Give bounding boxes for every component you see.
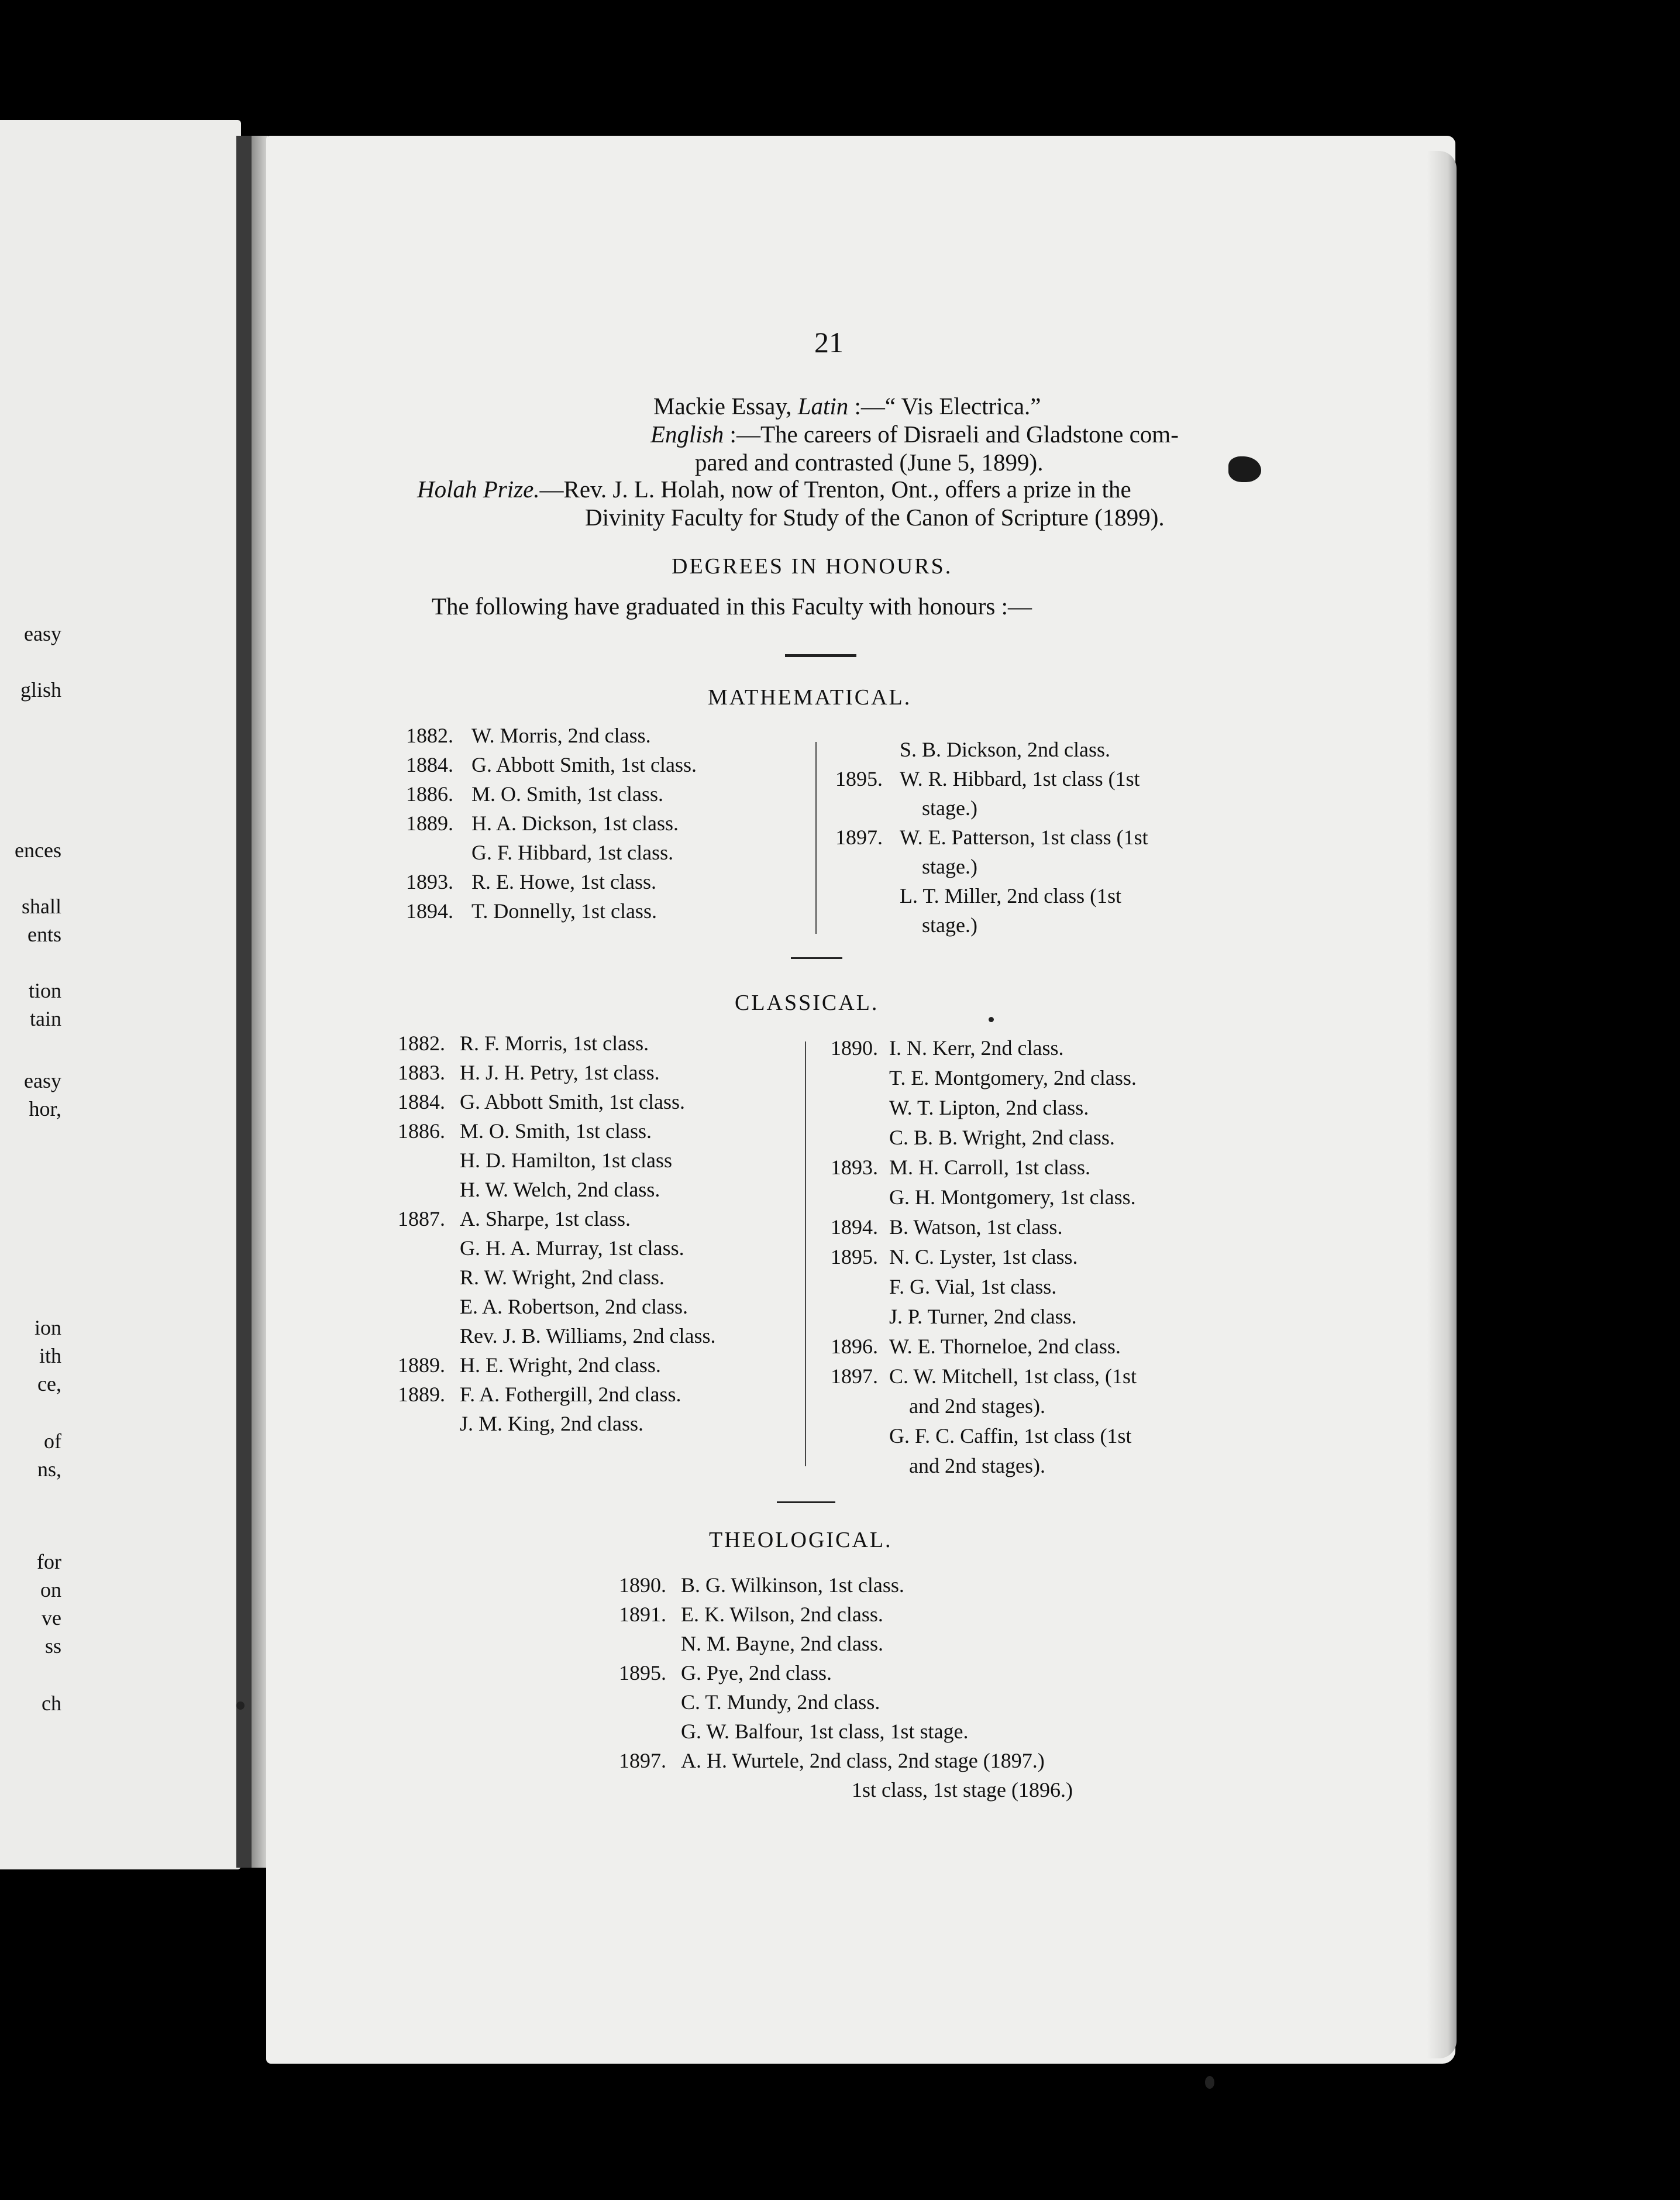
holah-prize-continued: Divinity Faculty for Study of the Canon of Scripture (1899). (585, 504, 1165, 531)
entry-name: G. H. A. Murray, 1st class. (460, 1236, 684, 1260)
entry-year: 1884. (398, 1090, 445, 1113)
book-spine (236, 136, 252, 1868)
left-page-word-fragment: ch (42, 1692, 61, 1715)
entry-name: C. W. Mitchell, 1st class, (1st (889, 1364, 1137, 1388)
section-rule (785, 654, 856, 657)
entry-year: 1883. (398, 1061, 445, 1084)
entry-name: H. E. Wright, 2nd class. (460, 1353, 661, 1377)
entry-name: H. W. Welch, 2nd class. (460, 1178, 660, 1201)
mathematical-heading: MATHEMATICAL. (708, 685, 912, 710)
entry-name: H. J. H. Petry, 1st class. (460, 1061, 660, 1084)
mackie-latin-label: Latin (797, 393, 849, 420)
entry-name: G. Abbott Smith, 1st class. (460, 1090, 686, 1113)
entry-name: stage.) (922, 796, 977, 820)
entry-name: B. G. Wilkinson, 1st class. (681, 1573, 904, 1597)
entry-name: W. E. Patterson, 1st class (1st (900, 826, 1148, 849)
entry-year: 1891. (619, 1603, 666, 1626)
entry-name: G. H. Montgomery, 1st class. (889, 1185, 1136, 1209)
entry-year: 1886. (406, 782, 453, 806)
left-page-word-fragment: ns, (37, 1458, 61, 1481)
entry-name: 1st class, 1st stage (1896.) (852, 1778, 1073, 1802)
entry-year: 1896. (831, 1335, 878, 1358)
entry-name: W. T. Lipton, 2nd class. (889, 1096, 1089, 1119)
entry-name: G. Pye, 2nd class. (681, 1661, 832, 1685)
entry-name: G. W. Balfour, 1st class, 1st stage. (681, 1720, 969, 1743)
entry-name: B. Watson, 1st class. (889, 1215, 1063, 1239)
entry-name: S. B. Dickson, 2nd class. (900, 738, 1110, 761)
entry-name: M. O. Smith, 1st class. (460, 1119, 652, 1143)
entry-year: 1887. (398, 1207, 445, 1230)
entry-year: 1894. (406, 899, 453, 923)
entry-year: 1890. (831, 1036, 878, 1060)
left-page-word-fragment: ss (44, 1634, 61, 1658)
entry-name: G. Abbott Smith, 1st class. (471, 753, 697, 776)
entry-year: 1882. (406, 724, 453, 747)
page-edge (1427, 151, 1457, 2058)
entry-year: 1886. (398, 1119, 445, 1143)
entry-name: A. Sharpe, 1st class. (460, 1207, 631, 1230)
entry-name: G. F. C. Caffin, 1st class (1st (889, 1424, 1132, 1448)
ink-speck (1205, 2076, 1214, 2089)
ink-blot (1228, 456, 1261, 482)
left-page-word-fragment: shall (22, 895, 61, 918)
left-page-word-fragment: for (37, 1550, 61, 1573)
entry-year: 1893. (831, 1156, 878, 1179)
entry-name: W. E. Thorneloe, 2nd class. (889, 1335, 1121, 1358)
entry-name: R. E. Howe, 1st class. (471, 870, 656, 893)
entry-name: and 2nd stages). (909, 1394, 1045, 1418)
entry-name: stage.) (922, 855, 977, 878)
holah-prize-text: —Rev. J. L. Holah, now of Trenton, Ont., offers a prize in the (539, 476, 1131, 503)
section-rule (791, 957, 842, 959)
english-essay-line (650, 420, 1179, 448)
ink-speck (236, 1701, 245, 1710)
left-page-word-fragment: on (40, 1578, 61, 1601)
english-essay-title: :—The careers of Disraeli and Gladstone com- (724, 421, 1179, 448)
entry-year: 1889. (398, 1383, 445, 1406)
page-gutter-shadow (252, 136, 268, 1868)
entry-year: 1895. (835, 767, 883, 790)
entry-name: M. O. Smith, 1st class. (471, 782, 664, 806)
holah-prize-label: Holah Prize. (417, 476, 540, 503)
left-page-word-fragment: tion (28, 979, 61, 1002)
left-page-word-fragment: ences (15, 838, 61, 862)
entry-name: H. D. Hamilton, 1st class (460, 1149, 672, 1172)
entry-name: C. B. B. Wright, 2nd class. (889, 1126, 1115, 1149)
left-page-word-fragment: ents (27, 923, 61, 946)
left-page-word-fragment: ith (39, 1344, 61, 1367)
english-label: English (650, 421, 724, 448)
entry-year: 1897. (619, 1749, 666, 1772)
entry-name: W. Morris, 2nd class. (471, 724, 651, 747)
left-page-word-fragment: ion (34, 1316, 61, 1339)
entry-year: 1889. (398, 1353, 445, 1377)
entry-name: M. H. Carroll, 1st class. (889, 1156, 1090, 1179)
classical-heading: CLASSICAL. (735, 991, 879, 1015)
entry-name: E. A. Robertson, 2nd class. (460, 1295, 688, 1318)
entry-name: R. F. Morris, 1st class. (460, 1032, 649, 1055)
left-page-word-fragment: ce, (37, 1372, 61, 1395)
left-page-word-fragment: glish (20, 678, 61, 702)
entry-name: J. M. King, 2nd class. (460, 1412, 643, 1435)
entry-name: T. Donnelly, 1st class. (471, 899, 657, 923)
entry-name: Rev. J. B. Williams, 2nd class. (460, 1324, 716, 1348)
holah-prize-line (417, 475, 1131, 503)
entry-year: 1894. (831, 1215, 878, 1239)
entry-year: 1884. (406, 753, 453, 776)
entry-year: 1897. (831, 1364, 878, 1388)
entry-year: 1890. (619, 1573, 666, 1597)
entry-name: F. A. Fothergill, 2nd class. (460, 1383, 681, 1406)
entry-name: T. E. Montgomery, 2nd class. (889, 1066, 1137, 1089)
entry-year: 1882. (398, 1032, 445, 1055)
left-page-word-fragment: tain (30, 1007, 61, 1030)
column-divider (805, 1041, 806, 1466)
mackie-latin-title: :—“ Vis Electrica.” (848, 393, 1041, 420)
english-essay-continued: pared and contrasted (June 5, 1899). (695, 449, 1044, 476)
page-number: 21 (814, 326, 844, 359)
left-page-word-fragment: hor, (29, 1097, 61, 1120)
entry-year: 1895. (831, 1245, 878, 1269)
entry-name: L. T. Miller, 2nd class (1st (900, 884, 1122, 908)
entry-name: G. F. Hibbard, 1st class. (471, 841, 674, 864)
section-rule (777, 1501, 835, 1503)
left-page-word-fragment: of (44, 1429, 61, 1453)
entry-name: N. M. Bayne, 2nd class. (681, 1632, 883, 1655)
left-page-word-fragment: ve (42, 1606, 61, 1630)
degrees-in-honours-heading: DEGREES IN HONOURS. (672, 554, 953, 579)
entry-name: stage.) (922, 913, 977, 937)
left-page (0, 120, 241, 1869)
column-divider (815, 742, 817, 934)
entry-name: R. W. Wright, 2nd class. (460, 1266, 665, 1289)
entry-name: J. P. Turner, 2nd class. (889, 1305, 1077, 1328)
mackie-prefix: Mackie Essay, (653, 393, 798, 420)
graduated-intro-text: The following have graduated in this Faculty with honours :— (432, 593, 1032, 620)
entry-name: H. A. Dickson, 1st class. (471, 812, 679, 835)
mackie-essay-line (653, 392, 1041, 420)
left-page-word-fragment: easy (24, 1069, 61, 1092)
left-page-word-fragment: easy (24, 622, 61, 645)
ink-speck (989, 1017, 994, 1022)
entry-name: I. N. Kerr, 2nd class. (889, 1036, 1064, 1060)
entry-name: F. G. Vial, 1st class. (889, 1275, 1057, 1298)
entry-name: E. K. Wilson, 2nd class. (681, 1603, 883, 1626)
entry-year: 1897. (835, 826, 883, 849)
entry-year: 1889. (406, 812, 453, 835)
entry-year: 1895. (619, 1661, 666, 1685)
entry-name: N. C. Lyster, 1st class. (889, 1245, 1078, 1269)
entry-name: C. T. Mundy, 2nd class. (681, 1690, 880, 1714)
entry-name: W. R. Hibbard, 1st class (1st (900, 767, 1140, 790)
theological-heading: THEOLOGICAL. (709, 1528, 893, 1552)
entry-year: 1893. (406, 870, 453, 893)
entry-name: and 2nd stages). (909, 1454, 1045, 1477)
entry-name: A. H. Wurtele, 2nd class, 2nd stage (1897.) (681, 1749, 1045, 1772)
